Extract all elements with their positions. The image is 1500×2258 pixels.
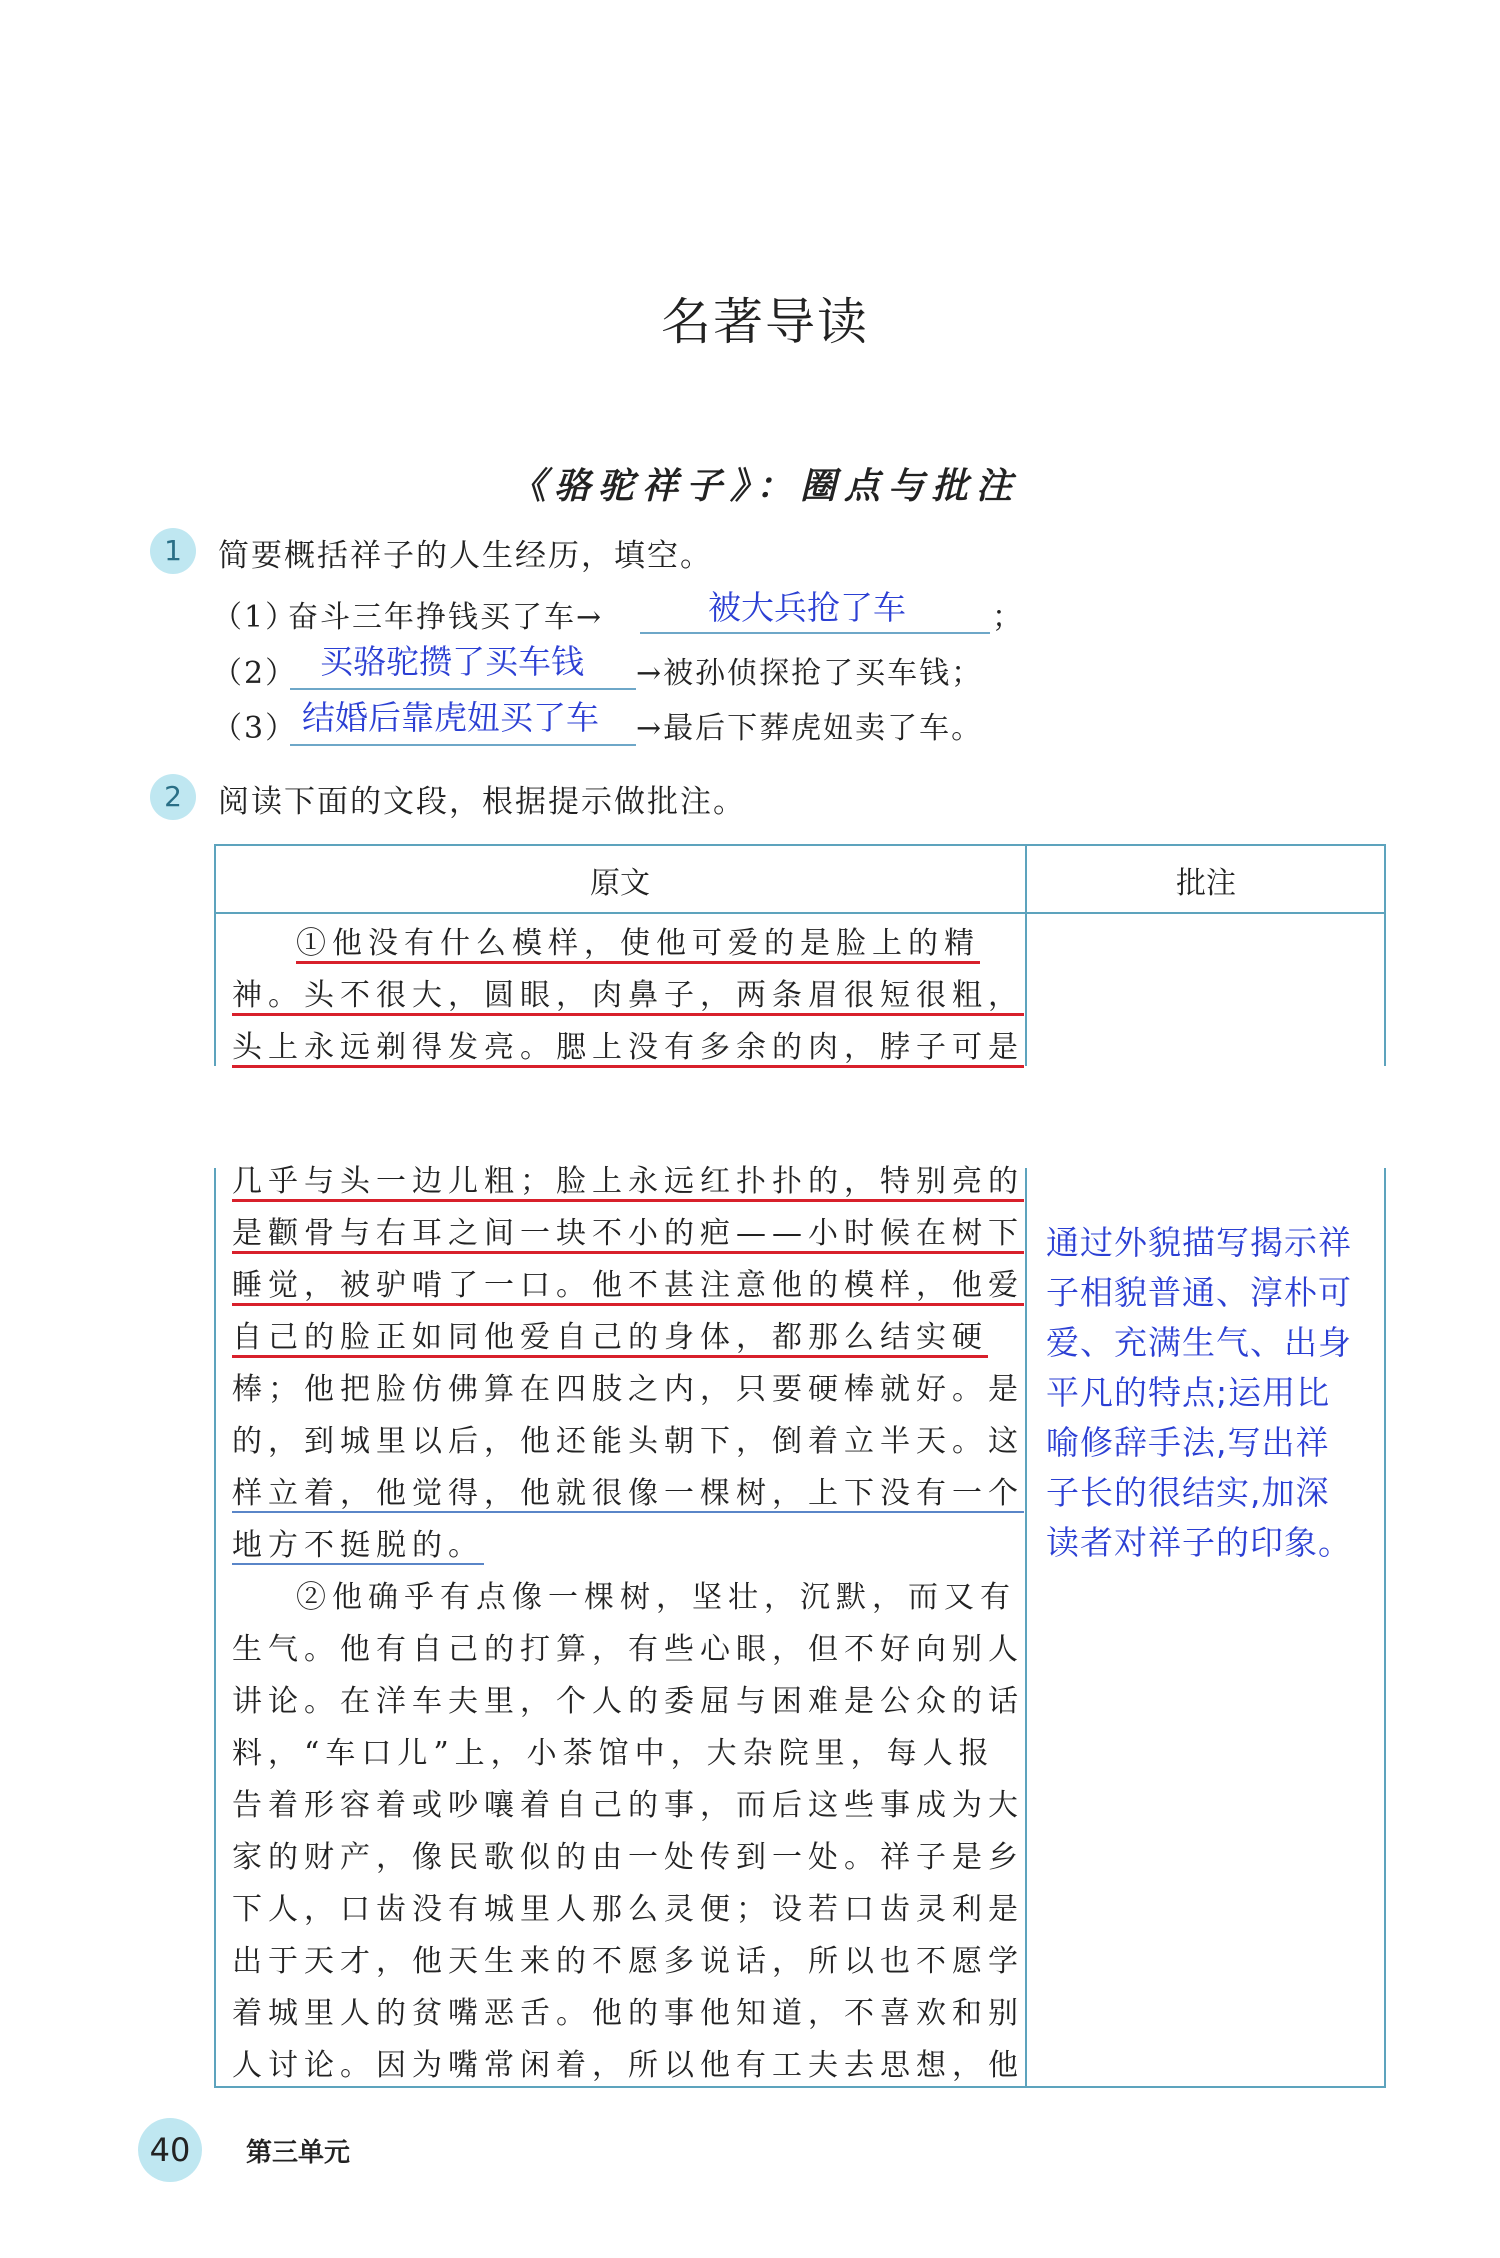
- annotation-line: 子长的很结实,加深: [1046, 1473, 1330, 1512]
- passage-line: 下人，口齿没有城里人那么灵便；设若口齿灵利是: [232, 1892, 1024, 1927]
- passage-line: 生气。他有自己的打算，有些心眼，但不好向别人: [232, 1632, 1024, 1667]
- unit-label: 第三单元: [246, 2138, 351, 2168]
- passage-part-2: [232, 1156, 1024, 2092]
- q1-item-3-text: →最后下葬虎妞卖了车。: [636, 711, 984, 746]
- annotation-line: 通过外貌描写揭示祥: [1046, 1223, 1352, 1262]
- question-2-prompt: 阅读下面的文段，根据提示做批注。: [218, 784, 746, 820]
- passage-line: 睡觉，被驴啃了一口。他不甚注意他的模样，他爱: [232, 1268, 1024, 1306]
- passage-line: ②他确乎有点像一棵树，坚壮，沉默，而又有: [296, 1580, 1016, 1615]
- passage-line: ①他没有什么模样，使他可爱的是脸上的精: [296, 926, 980, 964]
- passage-line: 着城里人的贫嘴恶舌。他的事他知道，不喜欢和别: [232, 1996, 1024, 2031]
- question-1-badge: 1: [150, 528, 196, 574]
- passage-part-1: [232, 918, 1024, 1074]
- passage-line: 人讨论。因为嘴常闲着，所以他有工夫去思想，他: [232, 2048, 1024, 2083]
- annotation-line: 喻修辞手法,写出祥: [1046, 1423, 1330, 1462]
- passage-line: 出于天才，他天生来的不愿多说话，所以也不愿学: [232, 1944, 1024, 1979]
- passage-line: 告着形容着或吵嚷着自己的事，而后这些事成为大: [232, 1788, 1024, 1823]
- q1-item-1-end: ；: [992, 600, 1024, 635]
- passage-line: 家的财产，像民歌似的由一处传到一处。祥子是乡: [232, 1840, 1024, 1875]
- q1-item-3-label: （3）: [212, 711, 298, 746]
- q1-item-1-label: （1）: [212, 600, 298, 635]
- passage-line: 讲论。在洋车夫里，个人的委屈与困难是公众的话: [232, 1684, 1024, 1719]
- passage-line: 料，“车口儿”上，小茶馆中，大杂院里，每人报: [232, 1736, 995, 1771]
- q1-item-2-answer: 买骆驼攒了买车钱: [320, 642, 584, 681]
- passage-line: 地方不挺脱的。: [232, 1528, 484, 1563]
- page-number: 40: [138, 2118, 202, 2182]
- q1-item-2-text: →被孙侦探抢了买车钱；: [636, 656, 984, 691]
- annotation-text: [1046, 1218, 1376, 1568]
- q1-item-3-answer: 结婚后靠虎妞买了车: [302, 698, 599, 737]
- passage-line: 头上永远剃得发亮。腮上没有多余的肉，脖子可是: [232, 1030, 1024, 1068]
- table-header-divider: [214, 912, 1386, 914]
- question-2-badge: 2: [150, 774, 196, 820]
- section-subtitle: 《骆驼祥子》：圈点与批注: [509, 465, 1020, 507]
- passage-line: 是颧骨与右耳之间一块不小的疤——小时候在树下: [232, 1216, 1024, 1254]
- q1-item-1-text: 奋斗三年挣钱买了车→: [288, 600, 604, 635]
- column-header-original: 原文: [590, 866, 650, 901]
- q1-item-2-label: （2）: [212, 656, 298, 691]
- column-header-annotation: 批注: [1176, 866, 1236, 901]
- annotation-line: 平凡的特点;运用比: [1046, 1373, 1331, 1412]
- passage-line: 几乎与头一边儿粗；脸上永远红扑扑的，特别亮的: [232, 1164, 1024, 1202]
- annotation-line: 子相貌普通、淳朴可: [1046, 1273, 1352, 1312]
- table-column-divider-bottom: [1025, 1168, 1027, 2088]
- page-title: 名著导读: [661, 293, 869, 351]
- passage-line: 的，到城里以后，他还能头朝下，倒着立半天。这: [232, 1424, 1024, 1459]
- q1-item-1-answer: 被大兵抢了车: [708, 588, 906, 627]
- passage-line: 样立着，他觉得，他就很像一棵树，上下没有一个: [232, 1476, 1024, 1511]
- annotation-line: 读者对祥子的印象。: [1046, 1523, 1352, 1562]
- passage-line: 棒；他把脸仿佛算在四肢之内，只要硬棒就好。是: [232, 1372, 1024, 1407]
- annotation-line: 爱、充满生气、出身: [1046, 1323, 1352, 1362]
- question-1-prompt: 简要概括祥子的人生经历，填空。: [218, 538, 713, 574]
- passage-line: 自己的脸正如同他爱自己的身体，都那么结实硬: [232, 1320, 988, 1358]
- passage-line: 神。头不很大，圆眼，肉鼻子，两条眉很短很粗，: [232, 978, 1024, 1016]
